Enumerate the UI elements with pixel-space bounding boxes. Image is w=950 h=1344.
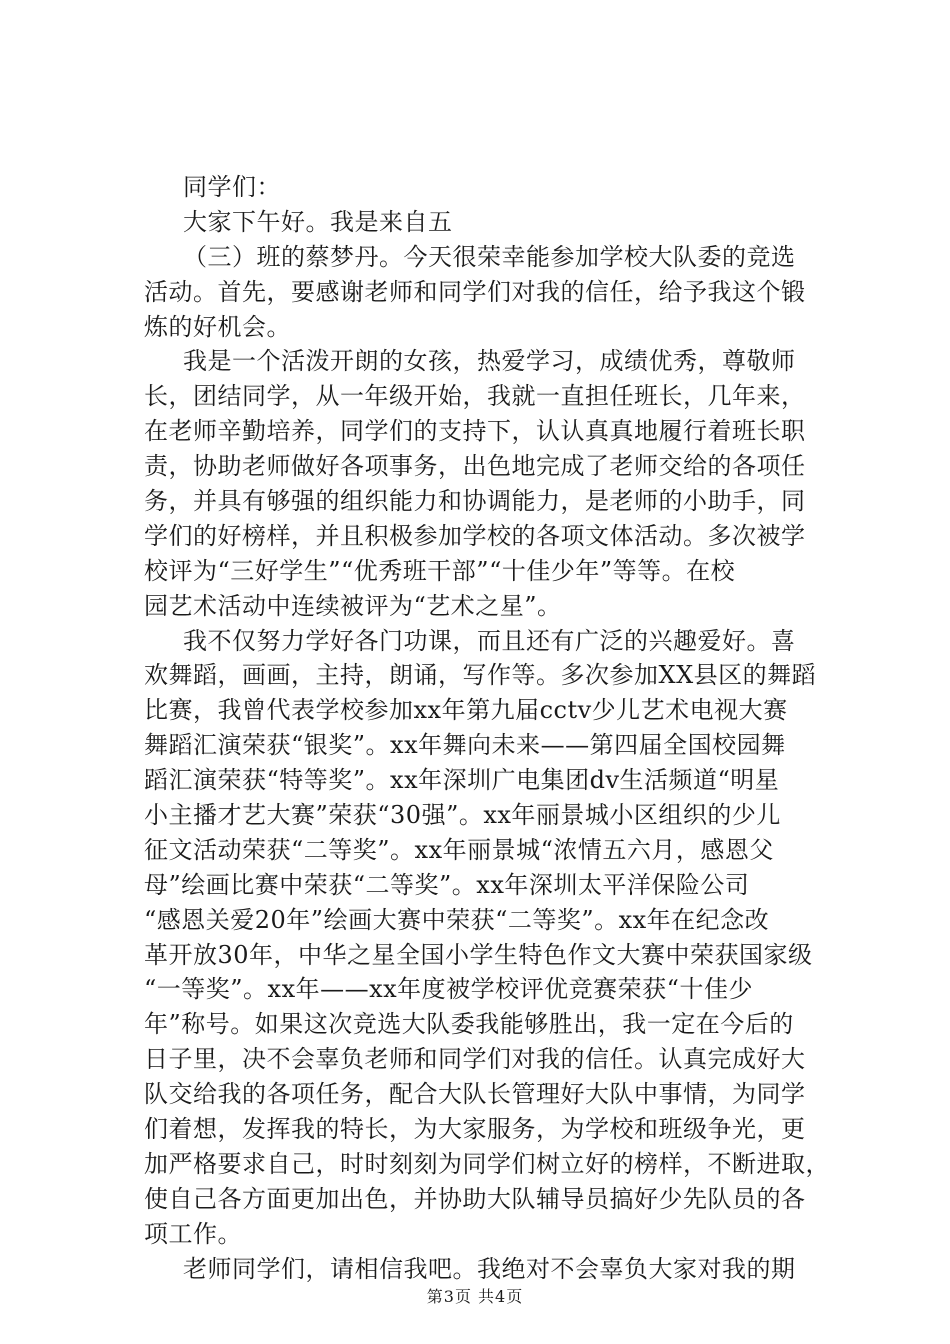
text-line: 日子里，决不会辜负老师和同学们对我的信任。认真完成好大 (144, 1045, 806, 1074)
text-line: 加严格要求自己，时时刻刻为同学们树立好的榜样，不断进取， (144, 1149, 830, 1178)
text-line: 比赛，我曾代表学校参加xx年第九届cctv少儿艺术电视大赛 (144, 696, 788, 725)
text-line: 项工作。 (144, 1219, 242, 1248)
text-line: 队交给我的各项任务，配合大队长管理好大队中事情，为同学 (144, 1080, 806, 1109)
text-line: 革开放30年，中华之星全国小学生特色作文大赛中荣获国家级 (144, 940, 813, 969)
text-line: 年”称号。如果这次竞选大队委我能够胜出，我一定在今后的 (144, 1010, 794, 1039)
text-line: 们着想，发挥我的特长，为大家服务，为学校和班级争光，更 (144, 1115, 806, 1144)
text-line: “感恩关爱20年”绘画大赛中荣获“二等奖”。xx年在纪念改 (144, 905, 770, 934)
text-line: 大家下午好。我是来自五 (183, 207, 453, 236)
text-line: 蹈汇演荣获“特等奖”。xx年深圳广电集团dv生活频道“明星 (144, 766, 780, 795)
text-line: 在老师辛勤培养，同学们的支持下，认认真真地履行着班长职 (144, 417, 806, 446)
page-footer: 第3页 共4页 (426, 1287, 524, 1306)
text-line: 小主播才艺大赛”荣获“30强”。xx年丽景城小区组织的少儿 (144, 801, 781, 830)
text-line: 使自己各方面更加出色，并协助大队辅导员搞好少先队员的各 (144, 1184, 806, 1213)
text-line: 同学们： (183, 173, 281, 201)
text-line: 舞蹈汇演荣获“银奖”。xx年舞向未来——第四届全国校园舞 (144, 731, 786, 760)
text-line: 老师同学们，请相信我吧。我绝对不会辜负大家对我的期 (183, 1254, 796, 1283)
text-line: 责，协助老师做好各项事务，出色地完成了老师交给的各项任 (144, 452, 806, 481)
text-line: 欢舞蹈，画画，主持，朗诵，写作等。多次参加XX县区的舞蹈 (144, 661, 817, 690)
text-line: 长，团结同学，从一年级开始，我就一直担任班长，几年来， (144, 382, 806, 411)
document-body (144, 170, 834, 1287)
text-line: 炼的好机会。 (144, 312, 291, 341)
text-line: 我不仅努力学好各门功课，而且还有广泛的兴趣爱好。喜 (183, 626, 796, 655)
text-line: 活动。首先，要感谢老师和同学们对我的信任，给予我这个锻 (144, 277, 806, 306)
text-line: 务，并具有够强的组织能力和协调能力，是老师的小助手，同 (144, 487, 806, 516)
text-line: 征文活动荣获“二等奖”。xx年丽景城“浓情五六月，感恩父 (144, 835, 774, 864)
text-line: 我是一个活泼开朗的女孩，热爱学习，成绩优秀，尊敬师 (183, 347, 796, 376)
text-line: “一等奖”。xx年——xx年度被学校评优竞赛荣获“十佳少 (144, 975, 753, 1004)
text-line: 校评为“三好学生”“优秀班干部”“十佳少年”等等。在校 (144, 556, 736, 585)
text-line: 园艺术活动中连续被评为“艺术之星”。 (144, 591, 562, 620)
text-line: 学们的好榜样，并且积极参加学校的各项文体活动。多次被学 (144, 521, 806, 550)
text-line: （三）班的蔡梦丹。今天很荣幸能参加学校大队委的竞选 (183, 242, 796, 271)
text-line: 母”绘画比赛中荣获“二等奖”。xx年深圳太平洋保险公司 (144, 870, 750, 899)
